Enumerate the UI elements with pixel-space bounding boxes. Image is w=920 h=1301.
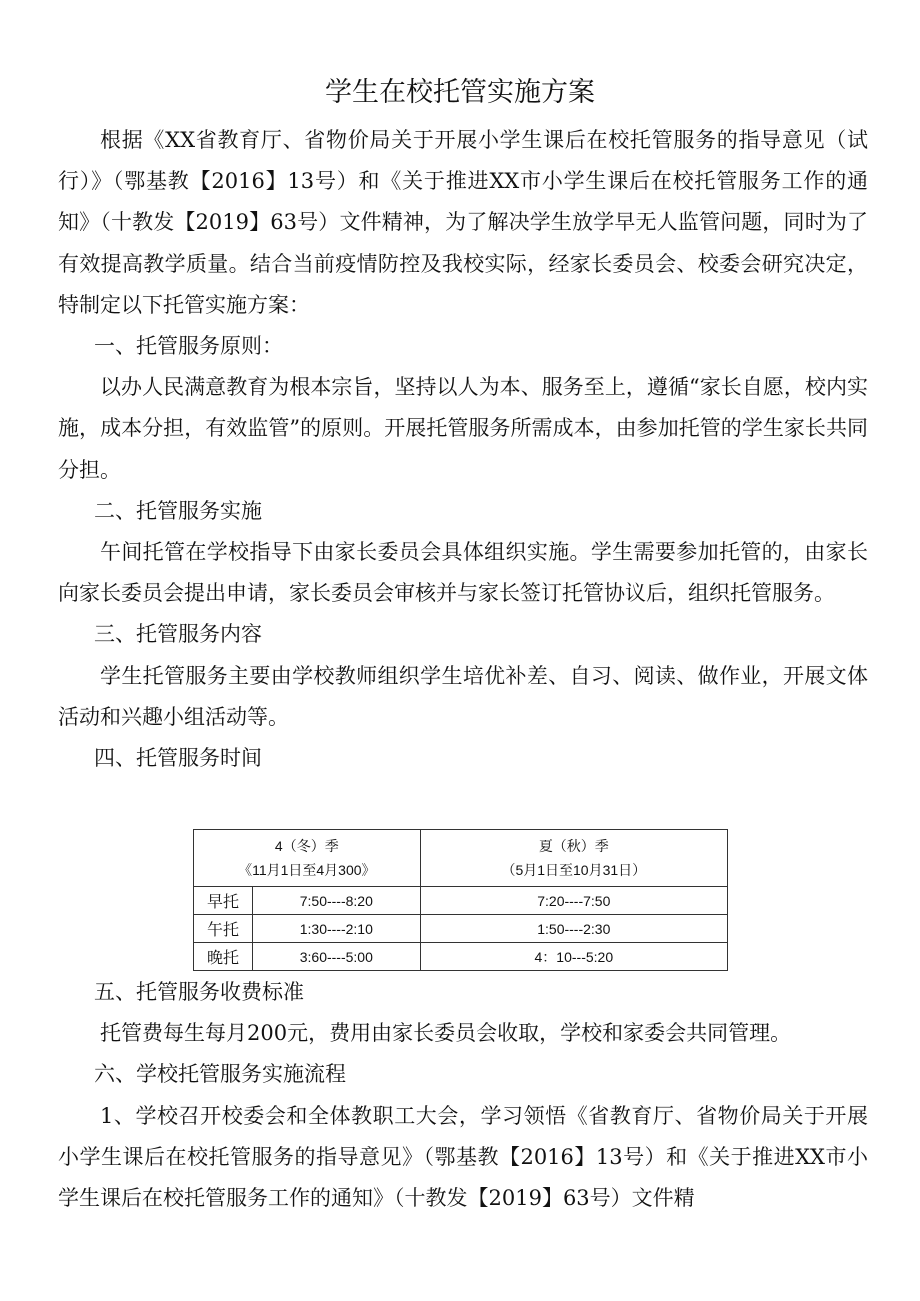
section-heading-2: 二、托管服务实施 bbox=[94, 498, 262, 523]
summer-time-noon: 1:50----2:30 bbox=[420, 915, 727, 943]
winter-time-noon: 1:30----2:10 bbox=[253, 915, 421, 943]
section-body-5: 托管费每生每月200元，费用由家长委员会收取，学校和家委会共同管理。 bbox=[100, 1021, 792, 1046]
summer-time-evening: 4：10---5:20 bbox=[420, 943, 727, 971]
section-heading-6: 六、学校托管服务实施流程 bbox=[94, 1062, 346, 1087]
section-body-2: 午间托管在学校指导下由家长委员会具体组织实施。学生需要参加托管的，由家长向家长委员会提出申请，家长委员会审核并与家长签订托管协议后，组织托管服务。 bbox=[58, 540, 868, 606]
summer-time-morning: 7:20----7:50 bbox=[420, 887, 727, 915]
intro-paragraph: 根据《XX省教育厅、省物价局关于开展小学生课后在校托管服务的指导意见（试行）》（鄂基教【2016】13号）和《关于推进XX市小学生课后在校托管服务工作的通知》（十教发【2019】63号）文件精神，为了解决学生放学早无人监管问题，同时为了有效提高教学质量。结合当前疫情防控及我校实际，经家长委员会、校委会研究决定，特制定以下托管实施方案： bbox=[58, 128, 868, 317]
row-label-morning: 早托 bbox=[194, 887, 253, 915]
winter-season-range: 《11月1日至4月300》 bbox=[238, 862, 376, 878]
section-body-1: 以办人民满意教育为根本宗旨，坚持以人为本、服务至上，遵循“家长自愿，校内实施，成本分担，有效监管”的原则。开展托管服务所需成本，由参加托管的学生家长共同分担。 bbox=[58, 375, 868, 482]
winter-season-header bbox=[194, 830, 421, 887]
section-heading-1: 一、托管服务原则： bbox=[94, 334, 283, 359]
winter-time-morning: 7:50----8:20 bbox=[253, 887, 421, 915]
section-body-3: 学生托管服务主要由学校教师组织学生培优补差、自习、阅读、做作业，开展文体活动和兴趣小组活动等。 bbox=[58, 663, 868, 729]
section-heading-4: 四、托管服务时间 bbox=[94, 746, 262, 771]
section-heading-5: 五、托管服务收费标准 bbox=[94, 980, 304, 1004]
summer-season-header bbox=[420, 830, 727, 887]
document-body-continued bbox=[58, 972, 868, 1219]
table-row bbox=[194, 943, 728, 971]
summer-season-range: （5月1日至10月31日） bbox=[501, 862, 647, 878]
section-heading-3: 三、托管服务内容 bbox=[94, 622, 262, 647]
schedule-header-row bbox=[194, 830, 728, 887]
schedule-table bbox=[193, 829, 728, 971]
table-row bbox=[194, 915, 728, 943]
winter-time-evening: 3:60----5:00 bbox=[253, 943, 421, 971]
row-label-evening: 晚托 bbox=[194, 943, 253, 971]
document-body bbox=[58, 120, 868, 779]
section-body-6: 1、学校召开校委会和全体教职工大会，学习领悟《省教育厅、省物价局关于开展小学生课后在校托管服务的指导意见》（鄂基教【2016】13号）和《关于推进XX市小学生课后在校托管服务工作的通知》（十教发【2019】63号）文件精 bbox=[58, 1103, 868, 1211]
summer-season-label: 夏（秋）季 bbox=[538, 838, 609, 854]
table-row bbox=[194, 887, 728, 915]
row-label-noon: 午托 bbox=[194, 915, 253, 943]
winter-season-label: 4（冬）季 bbox=[274, 838, 339, 854]
document-title: 学生在校托管实施方案 bbox=[325, 77, 595, 108]
